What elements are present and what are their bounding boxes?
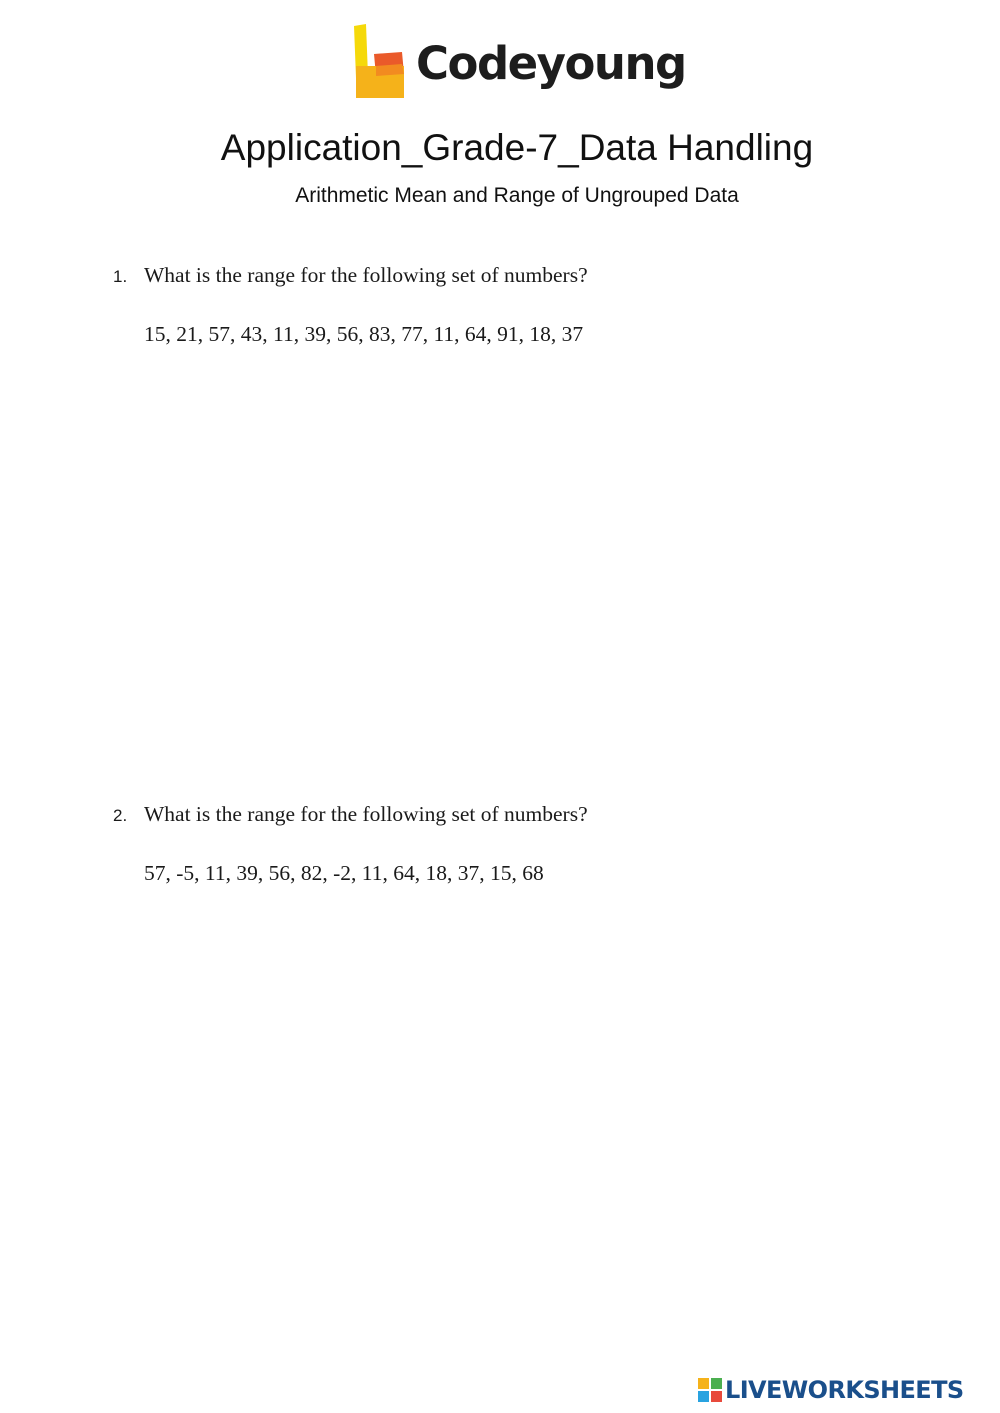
page-title: Application_Grade-7_Data Handling xyxy=(220,127,814,168)
logo-wordmark: Codeyoung xyxy=(416,36,686,90)
question-text: What is the range for the following set of numbers? xyxy=(144,802,588,826)
question-data: 15, 21, 57, 43, 11, 39, 56, 83, 77, 11, 64, 91, 18, 37 xyxy=(144,322,584,346)
liveworksheets-watermark xyxy=(698,1378,964,1402)
page-subtitle: Arithmetic Mean and Range of Ungrouped Data xyxy=(295,184,739,207)
question-text: What is the range for the following set of numbers? xyxy=(144,263,588,287)
codeyoung-logo xyxy=(350,22,686,102)
codeyoung-logo-icon xyxy=(350,24,408,100)
question-number: 2. xyxy=(113,806,128,825)
question-number: 1. xyxy=(113,267,128,286)
watermark-text: LIVEWORKSHEETS xyxy=(725,1376,964,1404)
question-data: 57, -5, 11, 39, 56, 82, -2, 11, 64, 18, 37, 15, 68 xyxy=(144,861,544,885)
liveworksheets-logo-icon xyxy=(698,1378,722,1402)
